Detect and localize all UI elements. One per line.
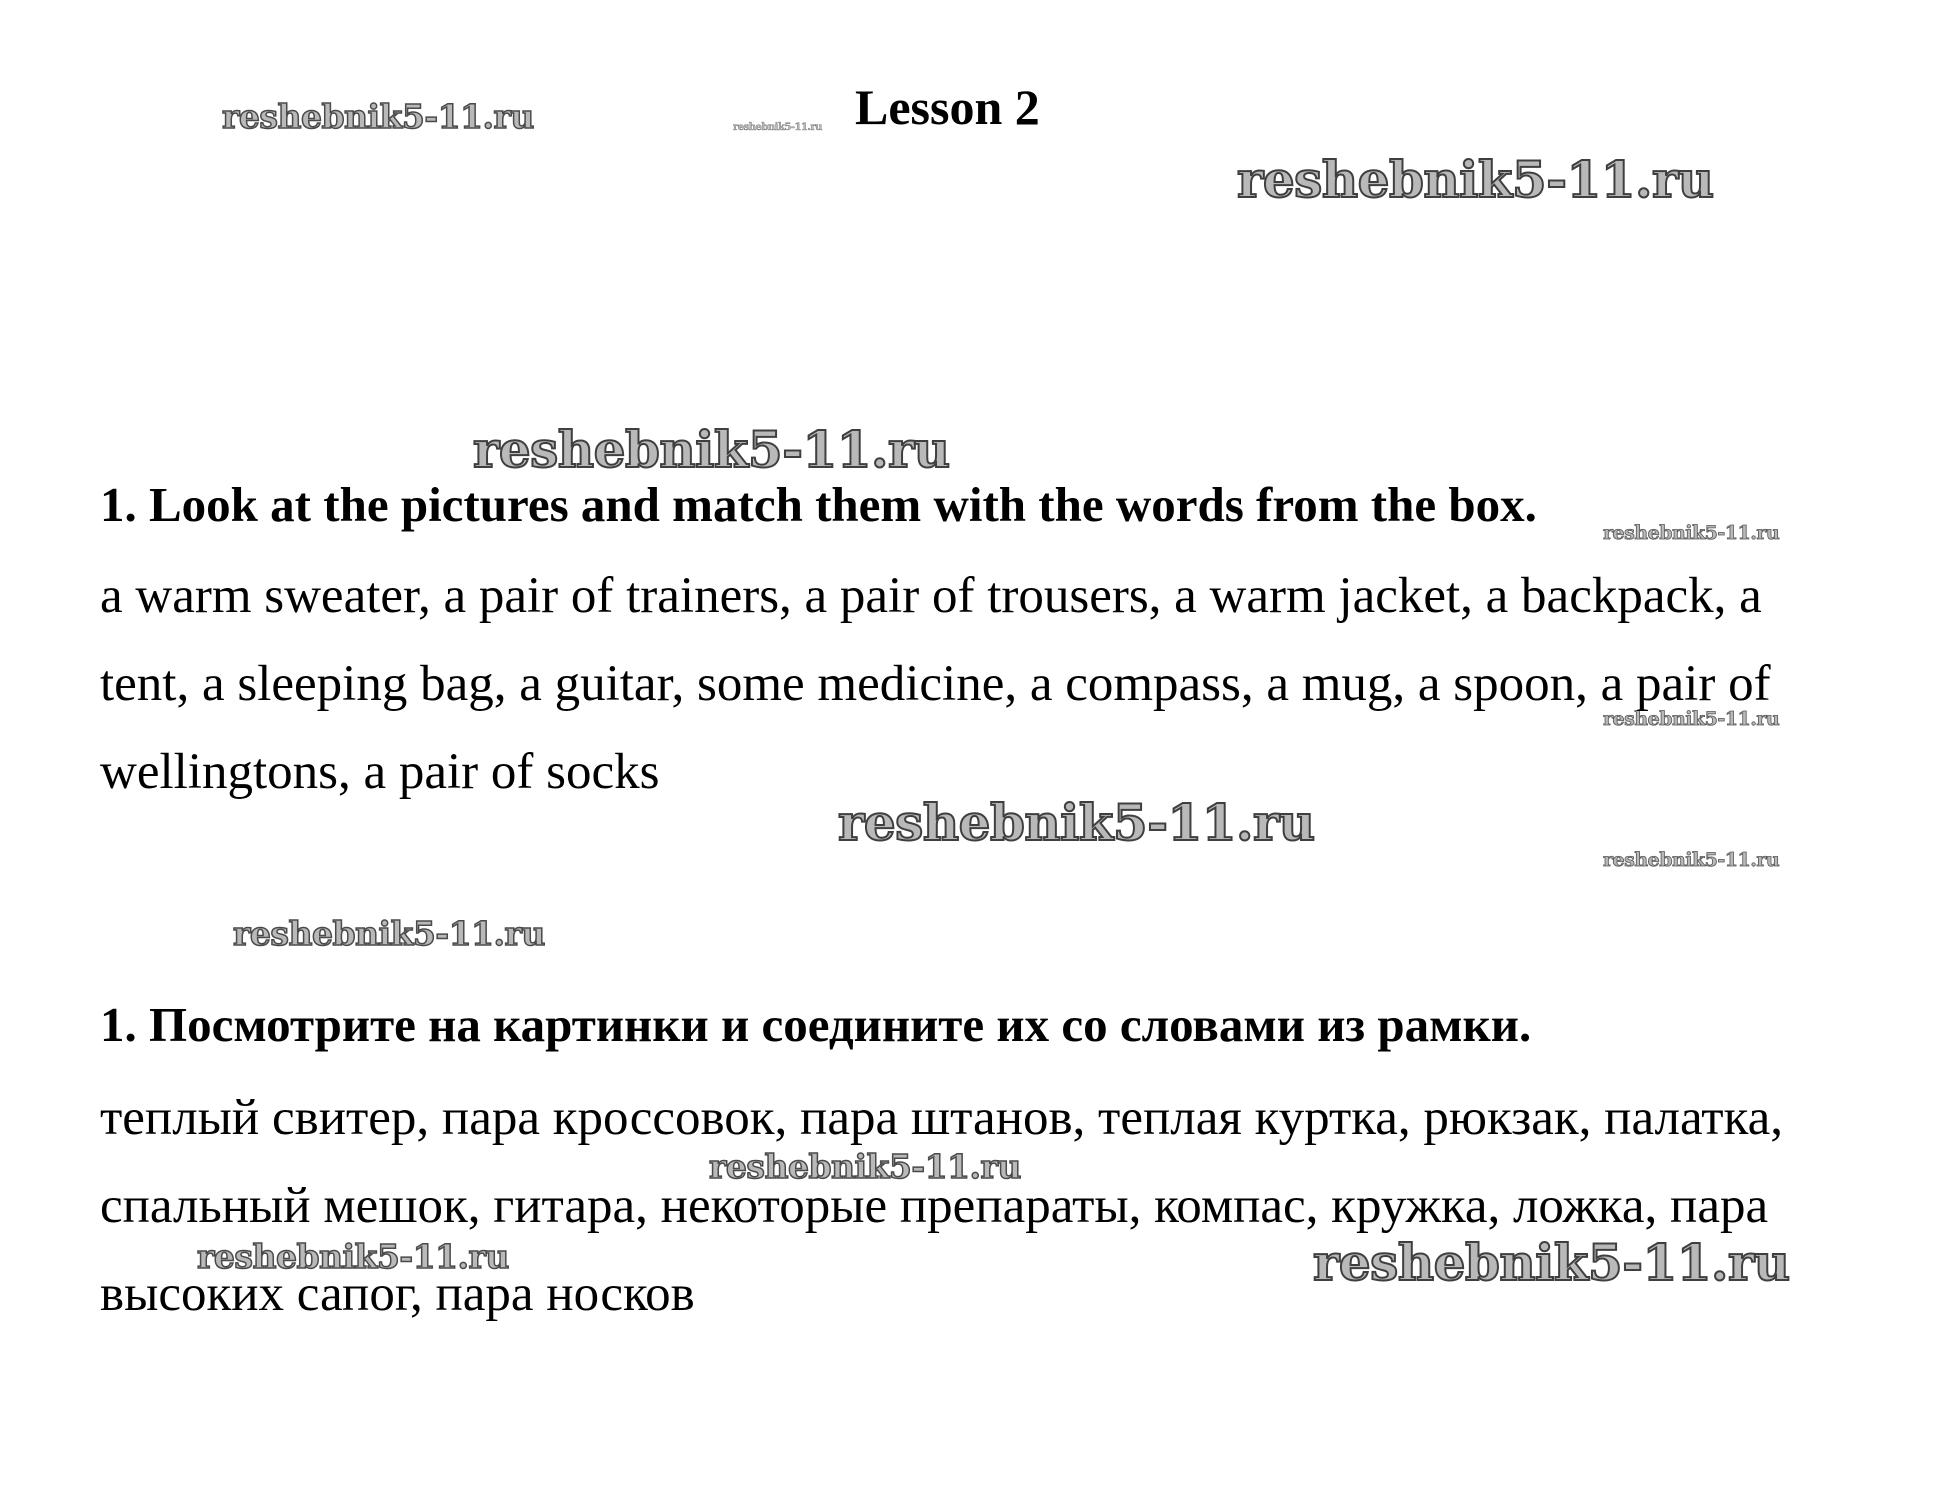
watermark: reshebnik5-11.ru xyxy=(733,122,822,133)
watermark: reshebnik5-11.ru xyxy=(709,1147,1021,1186)
watermark: reshebnik5-11.ru xyxy=(1313,1233,1790,1292)
word-box-russian: теплый свитер, пара кроссовок, пара штанов, теплая куртка, рюкзак, палатка, спальный мешок, гитара, некоторые препараты, компас, кружка, ложка, пара высоких сапог, пара носков xyxy=(100,1090,1783,1322)
page-title: Lesson 2 xyxy=(855,79,1040,135)
watermark: reshebnik5-11.ru xyxy=(233,914,545,953)
watermark: reshebnik5-11.ru xyxy=(838,793,1315,852)
watermark: reshebnik5-11.ru xyxy=(1603,522,1780,544)
exercise-heading-english: 1. Look at the pictures and match them with the words from the box. xyxy=(100,477,1537,532)
watermark: reshebnik5-11.ru xyxy=(1603,849,1780,871)
watermark: reshebnik5-11.ru xyxy=(1237,150,1714,209)
watermark: reshebnik5-11.ru xyxy=(473,420,950,479)
watermark: reshebnik5-11.ru xyxy=(1603,708,1780,730)
word-box-english: a warm sweater, a pair of trainers, a pair of trousers, a warm jacket, a backpack, a tent, a sleeping bag, a guitar, some medicine, a compass, a mug, a spoon, a pair of wellingtons, a pair of socks xyxy=(100,568,1771,800)
exercise-heading-russian: 1. Посмотрите на картинки и соедините их со словами из рамки. xyxy=(100,997,1532,1052)
watermark: reshebnik5-11.ru xyxy=(197,1237,509,1276)
watermark: reshebnik5-11.ru xyxy=(222,97,534,136)
